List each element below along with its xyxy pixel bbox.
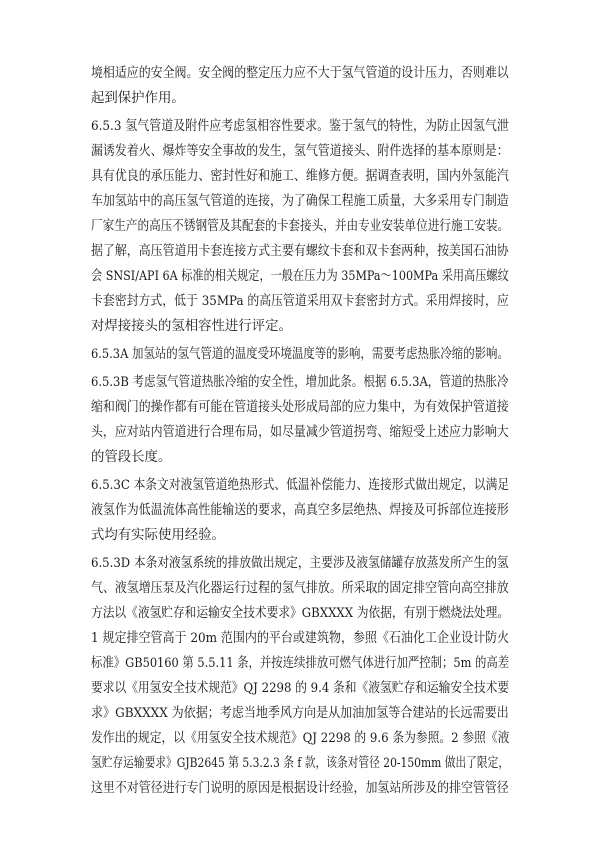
text-line: 6.5.3B 考虑氢气管道热胀冷缩的安全性，增加此条。根据 6.5.3A，管道的热胀冷 <box>91 375 509 390</box>
text-line: 式均有实际使用经验。 <box>91 528 225 543</box>
text-line: 发作出的规定，以《用氢安全技术规范》QJ 2298 的 9.6 条为参照。2 参照《液 <box>91 731 510 746</box>
text-line: 1 规定排空管高于 20m 范围内的平台或建筑物，参照《石油化工企业设计防火 <box>91 631 510 646</box>
text-line: 缩和阀门的操作都有可能在管道接头处形成局部的应力集中，为有效保护管道接 <box>91 400 509 415</box>
text-line: 氢贮存运输要求》GJB2645 第 5.3.2.3 条 f 款，该条对管径 20-150mm 做出了限定， <box>91 756 510 771</box>
text-line: 的管段长度。 <box>91 450 172 465</box>
text-line: 气、液氢增压泵及汽化器运行过程的氢气排放。所采取的固定排空管向高空排放 <box>91 581 509 596</box>
text-line: 据了解，高压管道用卡套连接方式主要有螺纹卡套和双卡套两种，按美国石油协 <box>91 244 509 259</box>
text-line: 漏诱发着火、爆炸等安全事故的发生，氢气管道接头、附件选择的基本原则是： <box>91 144 509 159</box>
text-line: 6.5.3D 本条对液氢系统的排放做出规定，主要涉及液氢储罐存放蒸发所产生的氢 <box>91 556 509 571</box>
text-line: 6.5.3 氢气管道及附件应考虑氢相容性要求。鉴于氢气的特性，为防止因氢气泄 <box>91 119 509 134</box>
text-line: 6.5.3C 本条文对液氢管道绝热形式、低温补偿能力、连接形式做出规定，以满足 <box>91 478 510 493</box>
text-line: 卡套密封方式，低于 35MPa 的高压管道采用双卡套密封方式。采用焊接时，应 <box>91 294 509 309</box>
text-line: 液氢作为低温流体高性能输送的要求，高真空多层绝热、焊接及可拆部位连接形 <box>91 503 509 518</box>
text-line: 要求以《用氢安全技术规范》QJ 2298 的 9.4 条和《液氢贮存和运输安全技术要 <box>91 681 510 696</box>
text-line: 起到保护作用。 <box>91 91 185 106</box>
text-line: 对焊接接头的氢相容性进行评定。 <box>91 319 292 334</box>
text-line: 求》GBXXXX 为依据；考虑当地季风方向是从加油加氢等合建站的长远需要出 <box>91 706 509 721</box>
text-line: 标准》GB50160 第 5.5.11 条，并按连续排放可燃气体进行加严控制；5m 的高差 <box>91 656 510 671</box>
text-line: 具有优良的承压能力、密封性好和施工、维修方便。据调查表明，国内外氢能汽 <box>91 169 509 184</box>
text-line: 这里不对管径进行专门说明的原因是根据设计经验，加氢站所涉及的排空管管径 <box>91 781 509 796</box>
text-line: 头，应对站内管道进行合理布局，如尽量减少管道拐弯、缩短受上述应力影响大 <box>91 425 509 440</box>
text-line: 车加氢站中的高压氢气管道的连接，为了确保工程施工质量，大多采用专门制造 <box>91 194 509 209</box>
text-line: 厂家生产的高压不锈钢管及其配套的卡套接头，并由专业安装单位进行施工安装。 <box>91 219 510 234</box>
text-line: 会 SNSI/API 6A 标准的相关规定，一般在压力为 35MPa～100MPa 采用高压螺纹 <box>91 269 509 284</box>
text-line: 方法以《液氢贮存和运输安全技术要求》GBXXXX 为依据，有别于燃烧法处理。 <box>91 606 510 621</box>
text-line: 境相适应的安全阀。安全阀的整定压力应不大于氢气管道的设计压力，否则难以 <box>91 66 509 81</box>
text-line: 6.5.3A 加氢站的氢气管道的温度受环境温度等的影响，需要考虑热胀冷缩的影响。 <box>91 347 509 362</box>
